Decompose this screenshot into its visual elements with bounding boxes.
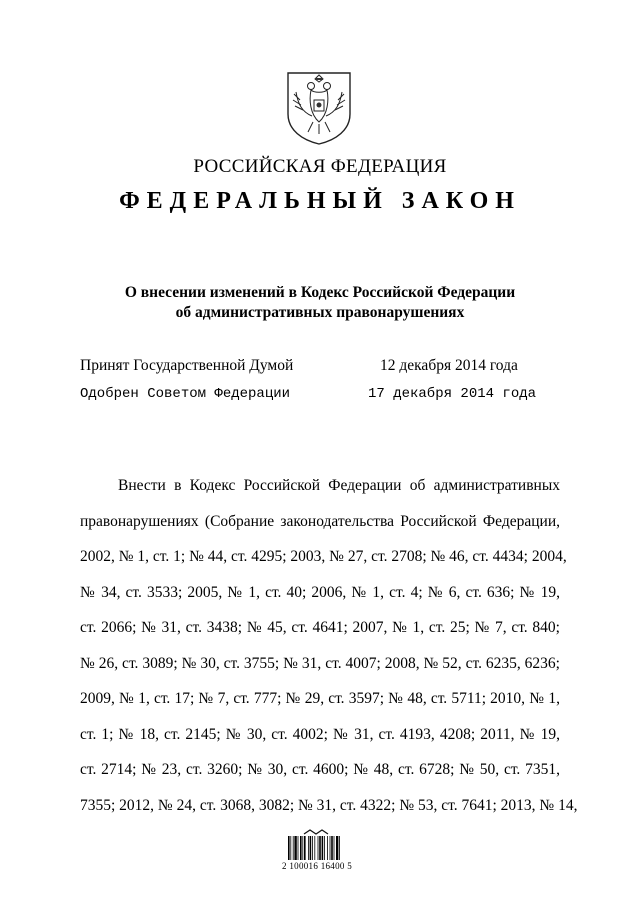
body-line: ст. 1; № 18, ст. 2145; № 30, ст. 4002; № 31, ст. 4193, 4208; 2011, № 19, bbox=[80, 725, 560, 743]
body-line: правонарушениях (Собрание законодательства Российской Федерации, bbox=[80, 512, 560, 530]
barcode-bar bbox=[302, 836, 303, 860]
body-line: 7355; 2012, № 24, ст. 3068, 3082; № 31, ст. 4322; № 53, ст. 7641; 2013, № 14, bbox=[80, 796, 578, 814]
adoption-org: Принят Государственной Думой bbox=[80, 357, 294, 374]
barcode-block bbox=[282, 828, 362, 878]
body-line: ст. 2714; № 23, ст. 3260; № 30, ст. 4600; № 48, ст. 6728; № 50, ст. 7351, bbox=[80, 761, 560, 778]
barcode-bar bbox=[318, 836, 319, 860]
barcode-bar bbox=[319, 836, 321, 860]
barcode-bar bbox=[330, 836, 331, 860]
body-line: 2009, № 1, ст. 17; № 7, ст. 777; № 29, ст. 3597; № 48, ст. 5711; 2010, № 1, bbox=[80, 690, 560, 707]
law-body bbox=[80, 476, 578, 831]
barcode-bar bbox=[324, 836, 325, 860]
barcode-bar bbox=[314, 836, 315, 860]
body-line: ст. 2066; № 31, ст. 3438; № 45, ст. 4641; 2007, № 1, ст. 25; № 7, ст. 840; bbox=[80, 619, 560, 636]
law-title bbox=[0, 283, 640, 323]
body-line: 2002, № 1, ст. 1; № 44, ст. 4295; 2003, № 27, ст. 2708; № 46, ст. 4434; 2004, bbox=[80, 548, 567, 565]
barcode-number: 2 100016 16400 5 bbox=[282, 861, 353, 871]
law-title-line: об административных правонарушениях bbox=[175, 304, 465, 321]
body-line: № 34, ст. 3533; 2005, № 1, ст. 40; 2006, № 1, ст. 4; № 6, ст. 636; № 19, bbox=[80, 583, 560, 601]
barcode-mark-icon bbox=[302, 828, 332, 836]
barcode-bar bbox=[334, 836, 335, 860]
law-title-line: О внесении изменений в Кодекс Российской Федерации bbox=[124, 284, 516, 301]
adoption-date: 17 декабря 2014 года bbox=[368, 386, 537, 402]
barcode-icon bbox=[288, 836, 356, 860]
barcode-bar bbox=[293, 836, 294, 860]
adoption-date: 12 декабря 2014 года bbox=[380, 357, 518, 374]
barcode-bar bbox=[339, 836, 340, 860]
barcode-bar bbox=[294, 836, 296, 860]
barcode-bar bbox=[327, 836, 328, 860]
barcode-bar bbox=[322, 836, 324, 860]
barcode-bar bbox=[298, 836, 299, 860]
body-line: Внести в Кодекс Российской Федерации об административных bbox=[118, 477, 560, 494]
barcode-bar bbox=[288, 836, 290, 860]
document-type: ФЕДЕРАЛЬНЫЙ ЗАКОН bbox=[119, 188, 521, 214]
barcode-bar bbox=[310, 836, 312, 860]
barcode-bar bbox=[300, 836, 302, 860]
barcode-bar bbox=[331, 836, 333, 860]
barcode-bar bbox=[312, 836, 313, 860]
adoption-org: Одобрен Советом Федерации bbox=[80, 386, 291, 402]
country-name: РОССИЙСКАЯ ФЕДЕРАЦИЯ bbox=[193, 156, 447, 177]
body-line: № 26, ст. 3089; № 30, ст. 3755; № 31, ст. 4007; 2008, № 52, ст. 6235, 6236; bbox=[80, 654, 560, 672]
coat-of-arms-emblem bbox=[284, 70, 354, 146]
barcode-bar bbox=[308, 836, 309, 860]
barcode-bar bbox=[304, 836, 306, 860]
barcode-bar bbox=[336, 836, 338, 860]
barcode-bar bbox=[290, 836, 291, 860]
